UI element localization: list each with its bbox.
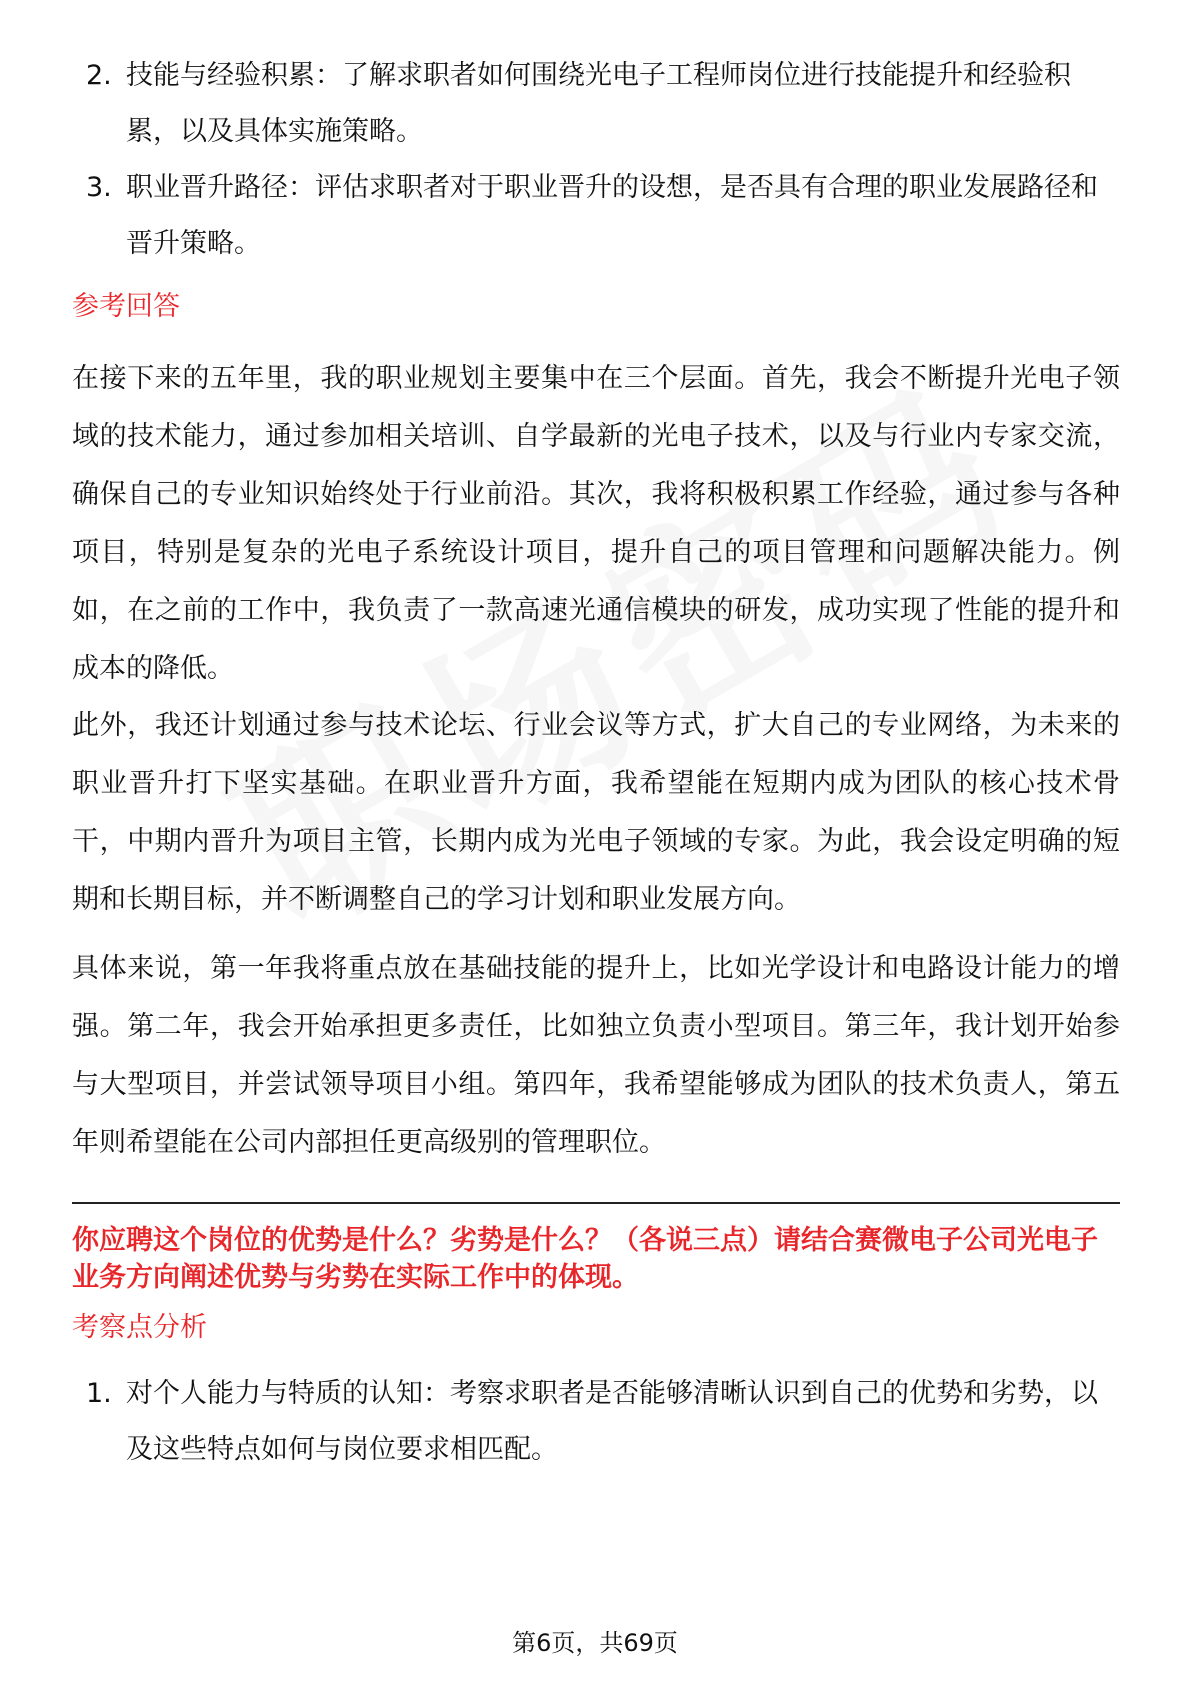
answer-paragraph: 在接下来的五年里，我的职业规划主要集中在三个层面。首先，我会不断提升光电子领域的技术能力，通过参加相关培训、自学最新的光电子技术，以及与行业内专家交流，确保自己的专业知识始终处于行业前沿。其次，我将积极积累工作经验，通过参与各种项目，特别是复杂的光电子系统设计项目，提升自己的项目管理和问题解决能力。例如，在之前的工作中，我负责了一款高速光通信模块的研发，成功实现了性能的提升和成本的降低。 xyxy=(72,363,1120,684)
list-item xyxy=(72,48,1120,160)
list-item-text: 对个人能力与特质的认知：考察求职者是否能够清晰认识到自己的优势和劣势，以及这些特点如何与岗位要求相匹配。 xyxy=(126,1378,1098,1465)
page-number: 第6页，共69页 xyxy=(512,1629,678,1657)
list-item-text: 职业晋升路径：评估求职者对于职业晋升的设想，是否具有合理的职业发展路径和晋升策略。 xyxy=(126,172,1098,259)
list-number: 3. xyxy=(86,172,112,203)
top-numbered-list xyxy=(72,48,1120,272)
list-item-text: 技能与经验积累：了解求职者如何围绕光电子工程师岗位进行技能提升和经验积累，以及具体实施策略。 xyxy=(126,60,1071,147)
analysis-heading: 考察点分析 xyxy=(72,1312,207,1343)
answer-paragraph: 具体来说，第一年我将重点放在基础技能的提升上，比如光学设计和电路设计能力的增强。第二年，我会开始承担更多责任，比如独立负责小型项目。第三年，我计划开始参与大型项目，并尝试领导项目小组。第四年，我希望能够成为团队的技术负责人，第五年则希望能在公司内部担任更高级别的管理职位。 xyxy=(72,953,1120,1158)
list-number: 2. xyxy=(86,60,112,91)
bottom-numbered-list xyxy=(72,1366,1120,1478)
interview-question: 你应聘这个岗位的优势是什么？劣势是什么？（各说三点）请结合赛微电子公司光电子业务方向阐述优势与劣势在实际工作中的体现。 xyxy=(72,1225,1098,1293)
list-number: 1. xyxy=(86,1378,112,1409)
answer-paragraph: 此外，我还计划通过参与技术论坛、行业会议等方式，扩大自己的专业网络，为未来的职业晋升打下坚实基础。在职业晋升方面，我希望能在短期内成为团队的核心技术骨干，中期内晋升为项目主管，长期内成为光电子领域的专家。为此，我会设定明确的短期和长期目标，并不断调整自己的学习计划和职业发展方向。 xyxy=(72,710,1120,915)
answer-heading: 参考回答 xyxy=(72,291,180,322)
list-item xyxy=(72,160,1120,272)
section-divider xyxy=(72,1202,1120,1204)
list-item xyxy=(72,1366,1120,1478)
